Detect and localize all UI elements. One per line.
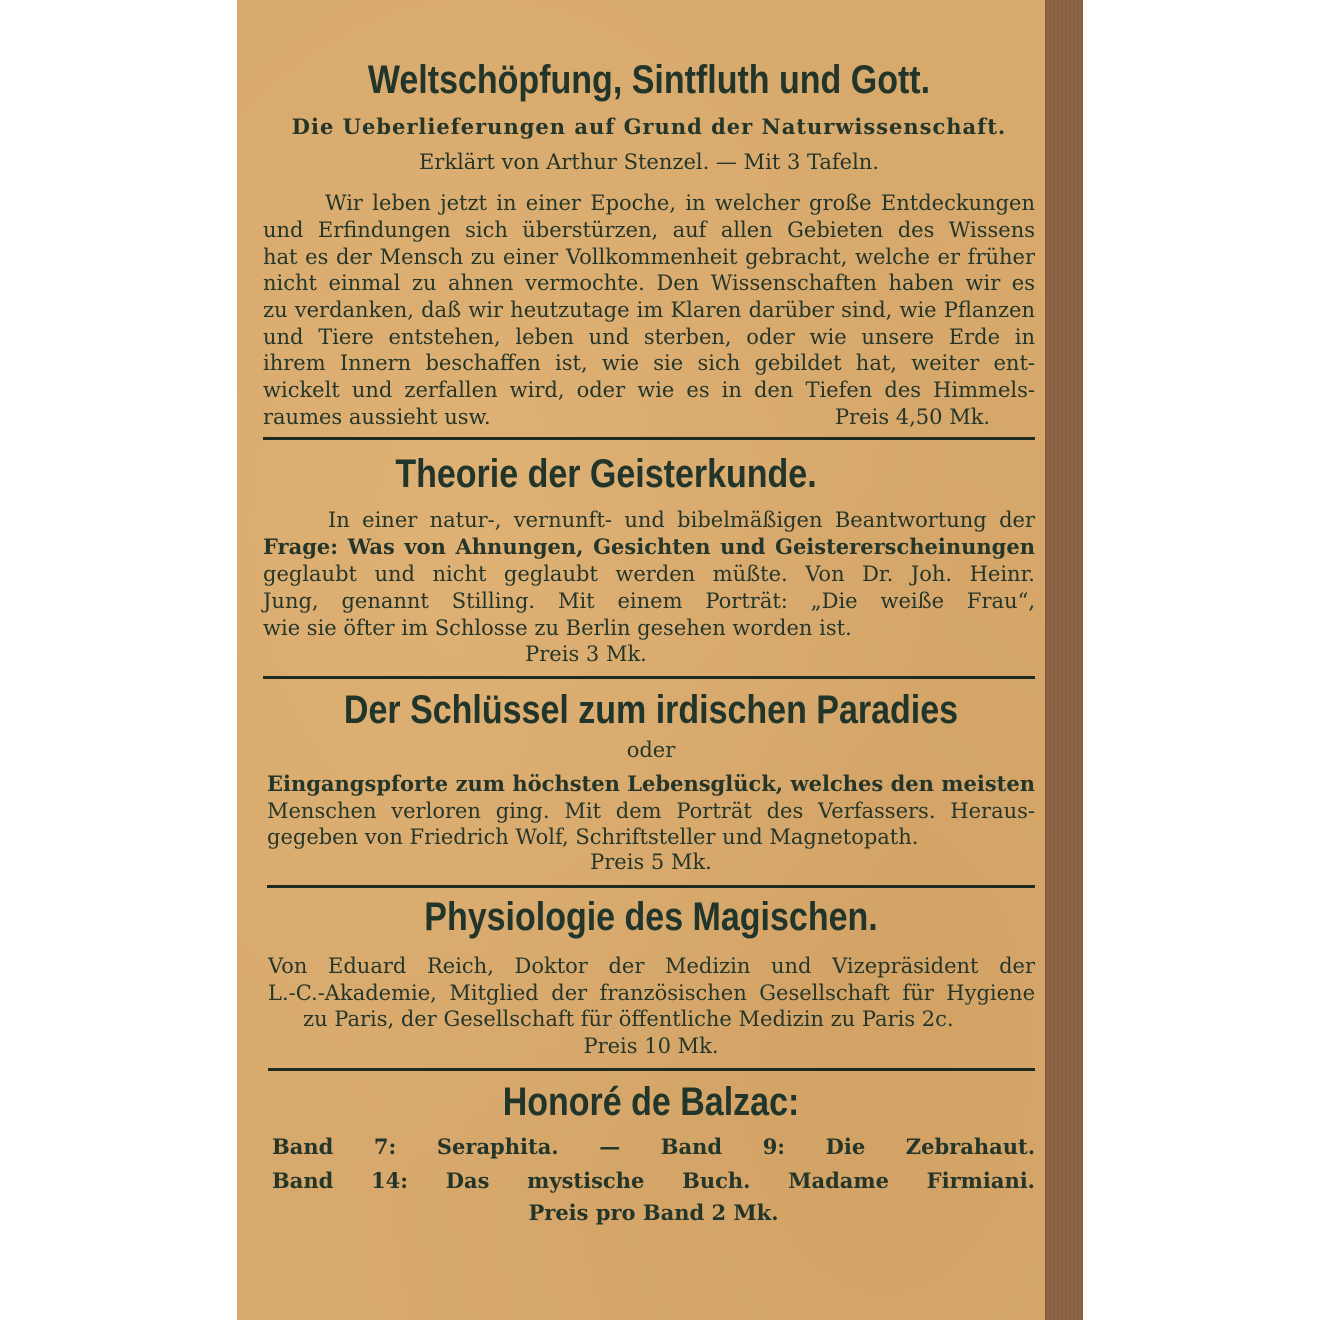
- body-line: Menschen verloren ging. Mit dem Porträt des Verfassers. Heraus-: [267, 799, 1035, 823]
- title-schluessel: Der Schlüssel zum irdischen Paradies: [343, 688, 959, 732]
- price: Preis 3 Mk.: [525, 642, 647, 666]
- body-line: gegeben von Friedrich Wolf, Schriftsteller und Magnetopath.: [267, 825, 919, 849]
- title-physiologie: Physiologie des Magischen.: [424, 895, 878, 939]
- body-line: In einer natur-, vernunft- und bibelmäßigen Beantwortung der: [328, 508, 1035, 532]
- body-line: wickelt und zerfallen wird, oder wie es in den Tiefen des Himmels-: [263, 378, 1035, 402]
- subtitle: Die Ueberlieferungen auf Grund der Naturwissenschaft.: [291, 114, 1007, 139]
- body-line: Band 7: Seraphita. — Band 9: Die Zebrahaut.: [272, 1134, 1035, 1159]
- body-line: und Tiere entstehen, leben und sterben, oder wie unsere Erde in: [263, 325, 1035, 349]
- divider: [267, 885, 1035, 888]
- body-line: Von Eduard Reich, Doktor der Medizin und Vizepräsident der: [268, 954, 1035, 978]
- body-line: Wir leben jetzt in einer Epoche, in welcher große Entdeckungen: [325, 191, 1035, 215]
- price: Preis 10 Mk.: [583, 1034, 719, 1058]
- price: Preis 4,50 Mk.: [835, 405, 991, 429]
- divider: [268, 1068, 1035, 1071]
- oder: oder: [626, 738, 676, 762]
- body-line: zu Paris, der Gesellschaft für öffentliche Medizin zu Paris 2c.: [303, 1007, 954, 1031]
- body-line: nicht einmal zu ahnen vermochte. Den Wissenschaften haben wir es: [263, 271, 1035, 295]
- body-line: Eingangspforte zum höchsten Lebensglück, welches den meisten: [267, 771, 1035, 796]
- body-line: hat es der Mensch zu einer Vollkommenheit gebracht, welche er früher: [263, 245, 1035, 269]
- body-line: L.-C.-Akademie, Mitglied der französischen Gesellschaft für Hygiene: [268, 981, 1035, 1005]
- body-line: Frage: Was von Ahnungen, Gesichten und Geistererscheinungen: [263, 534, 1035, 559]
- byline: Erklärt von Arthur Stenzel. — Mit 3 Tafeln.: [419, 150, 879, 174]
- body-line: geglaubt und nicht geglaubt werden müßte. Von Dr. Joh. Heinr.: [263, 562, 1035, 586]
- body-line: wie sie öfter im Schlosse zu Berlin gesehen worden ist.: [263, 616, 852, 640]
- price: Preis pro Band 2 Mk.: [528, 1200, 779, 1225]
- book-spine: [1045, 0, 1083, 1320]
- title-balzac: Honoré de Balzac:: [502, 1080, 800, 1124]
- body-line: ihrem Innern beschaffen ist, wie sie sich gebildet hat, weiter ent-: [263, 351, 1035, 375]
- body-line: und Erfindungen sich überstürzen, auf allen Gebieten des Wissens: [263, 218, 1035, 242]
- divider: [263, 437, 1035, 440]
- title-geisterkunde: Theorie der Geisterkunde.: [395, 452, 817, 496]
- divider: [263, 676, 1035, 679]
- body-line: Band 14: Das mystische Buch. Madame Firmiani.: [272, 1168, 1035, 1193]
- body-line: raumes aussieht usw.: [263, 405, 491, 429]
- body-line: zu verdanken, daß wir heutzutage im Klaren darüber sind, wie Pflanzen: [263, 298, 1035, 322]
- price: Preis 5 Mk.: [590, 850, 712, 874]
- body-line: Jung, genannt Stilling. Mit einem Porträt: „Die weiße Frau“,: [263, 589, 1035, 613]
- title-weltschoepfung: Weltschöpfung, Sintfluth und Gott.: [367, 58, 931, 102]
